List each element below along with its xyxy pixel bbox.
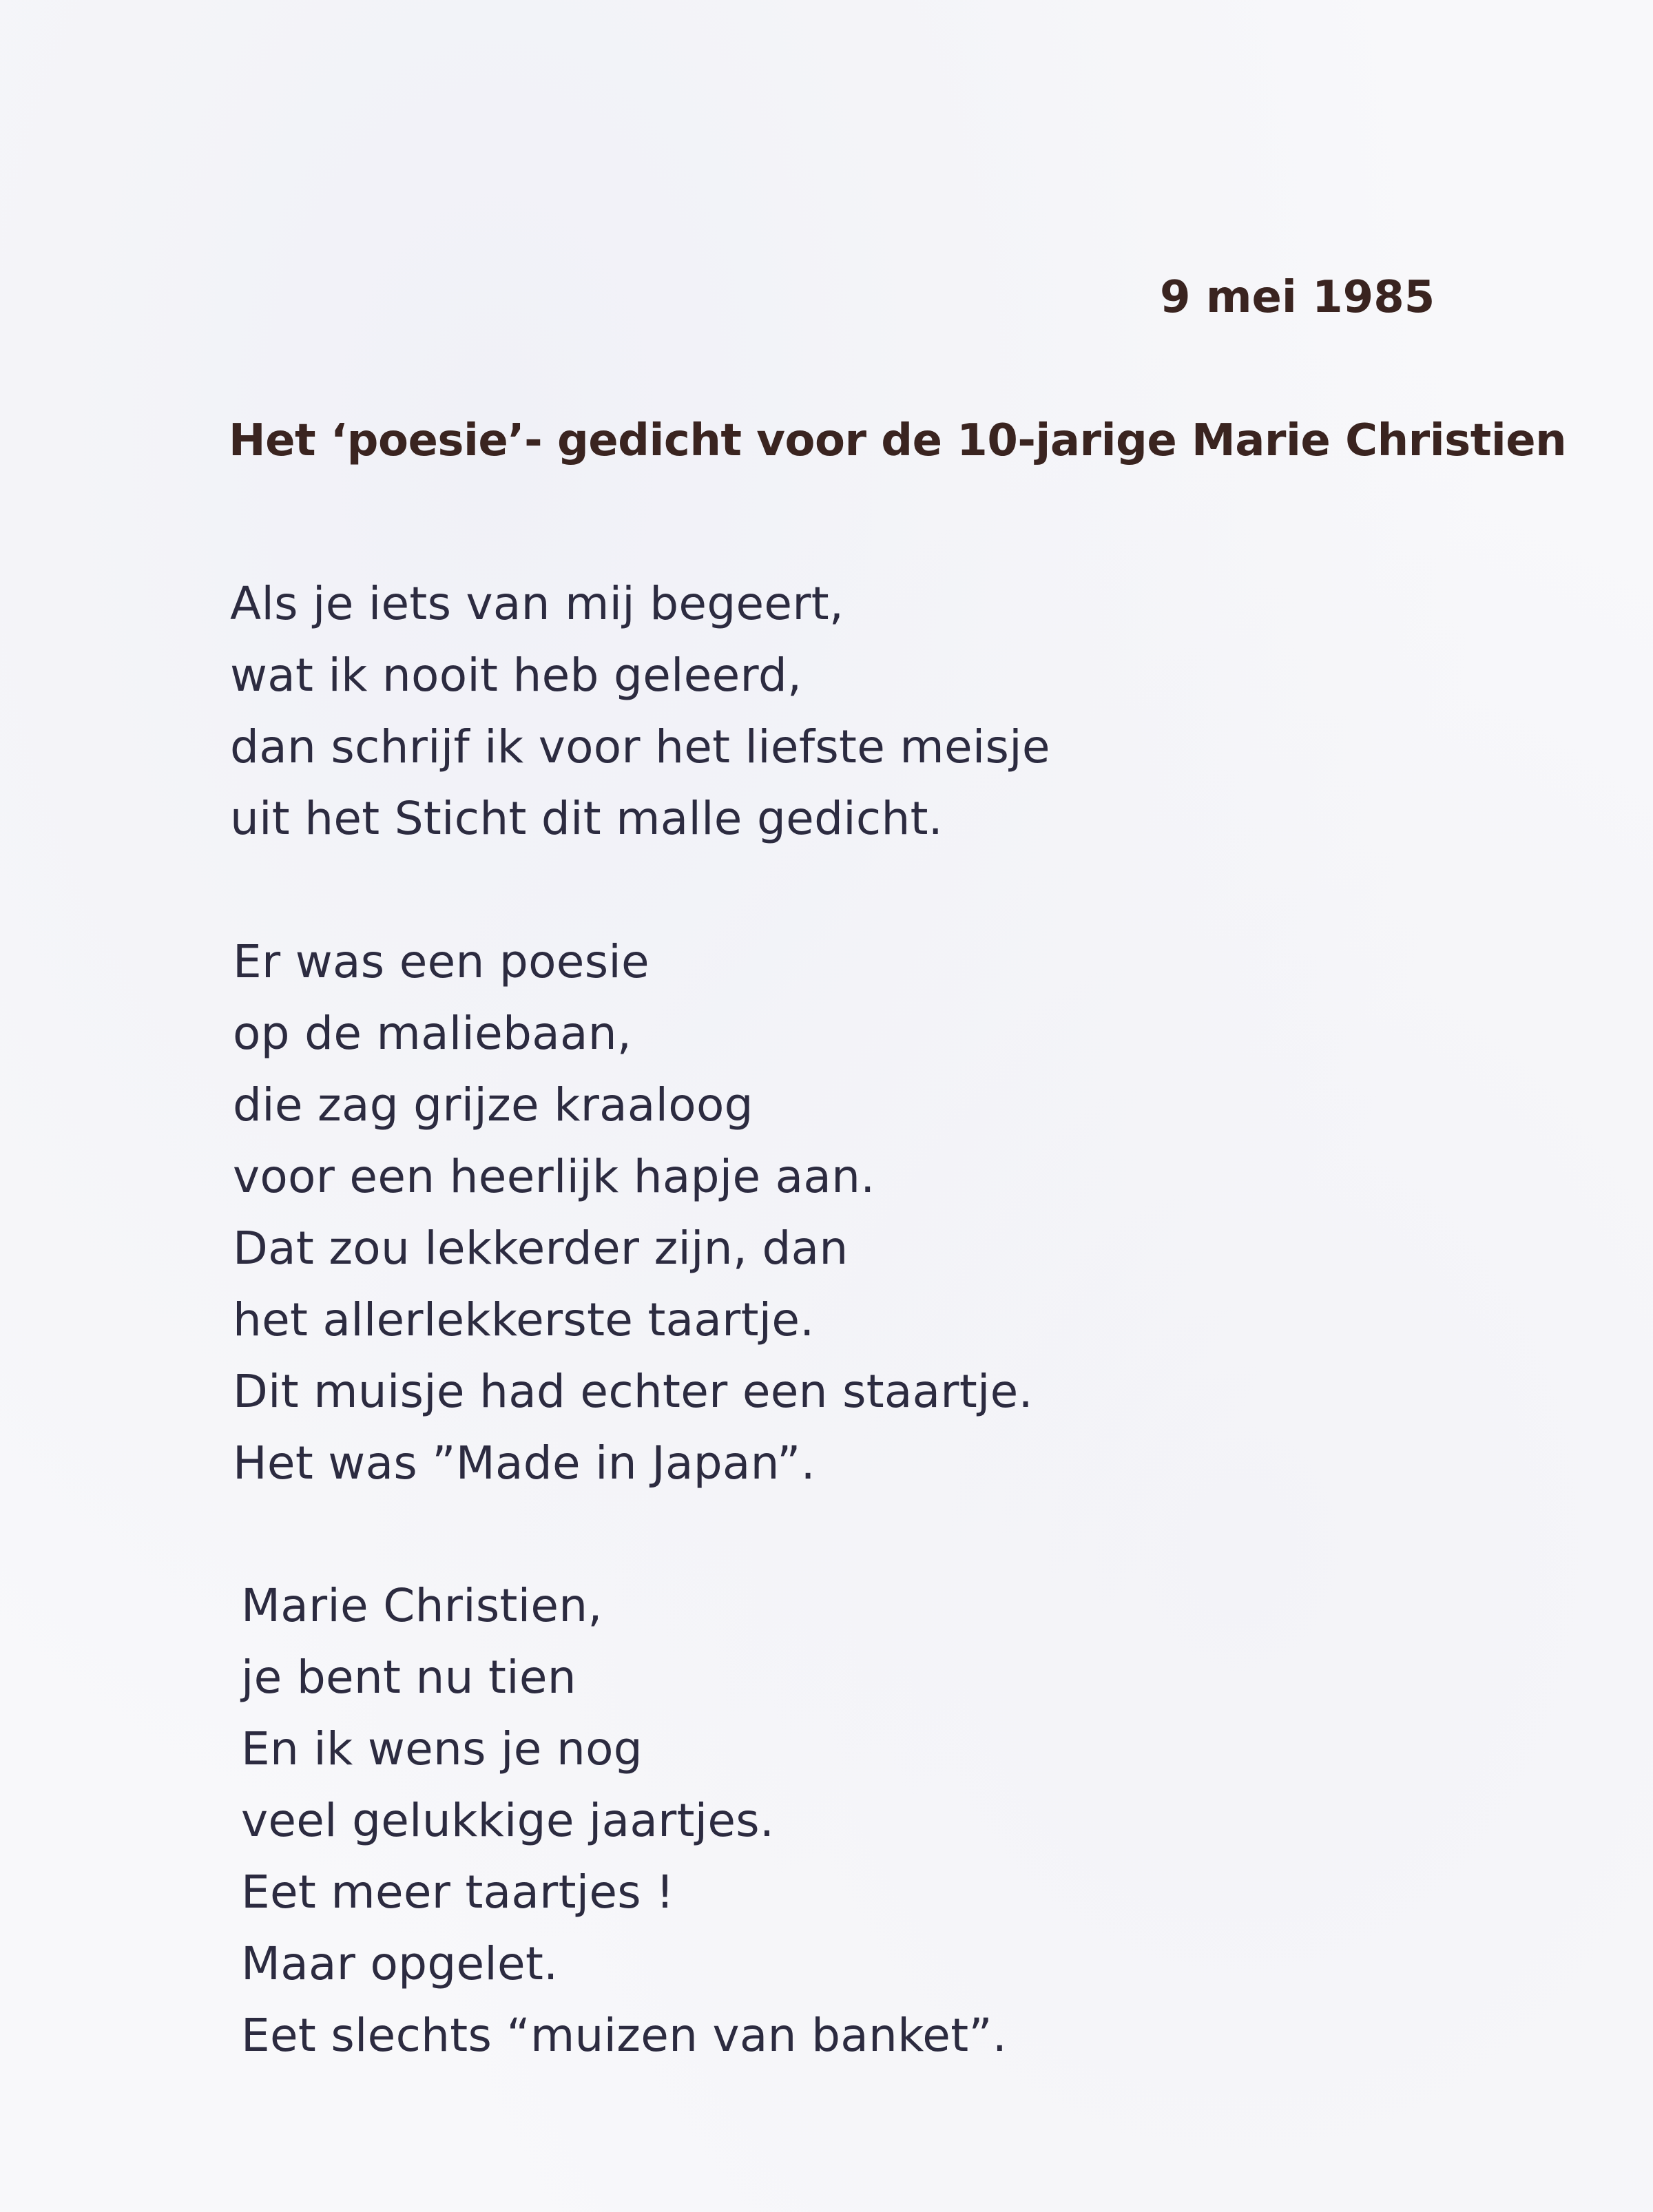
poem-line: En ik wens je nog [241,1722,643,1775]
poem-line: Er was een poesie [233,935,649,988]
poem-line: wat ik nooit heb geleerd, [230,649,802,702]
poem-line: je bent nu tien [241,1651,576,1704]
poem-line: uit het Sticht dit malle gedicht. [230,792,944,845]
poem-stanza-2 [233,926,1033,1499]
poem-line: Eet meer taartjes ! [241,1866,675,1919]
poem-line: Dit muisje had echter een staartje. [233,1365,1033,1418]
poem-line: Het was ”Made in Japan”. [233,1437,815,1490]
poem-line: Marie Christien, [241,1579,603,1632]
document-date: 9 mei 1985 [1160,272,1435,323]
poem-line: het allerlekkerste taartje. [233,1293,815,1346]
poem-title: Het ‘poesie’- gedicht voor de 10-jarige Marie Christien [229,415,1567,466]
poem-stanza-1 [230,568,1050,855]
poem-line: op de maliebaan, [233,1007,632,1060]
poem-line: die zag grijze kraaloog [233,1078,753,1131]
poem-line: Maar opgelet. [241,1937,559,1990]
poem-line: veel gelukkige jaartjes. [241,1794,775,1847]
poem-line: Eet slechts “muizen van banket”. [241,2009,1008,2062]
poem-line: voor een heerlijk hapje aan. [233,1150,875,1203]
poem-line: dan schrijf ik voor het liefste meisje [230,720,1050,773]
poem-line: Als je iets van mij begeert, [230,577,844,630]
poem-line: Dat zou lekkerder zijn, dan [233,1222,849,1275]
poem-stanza-3 [241,1570,1007,2072]
